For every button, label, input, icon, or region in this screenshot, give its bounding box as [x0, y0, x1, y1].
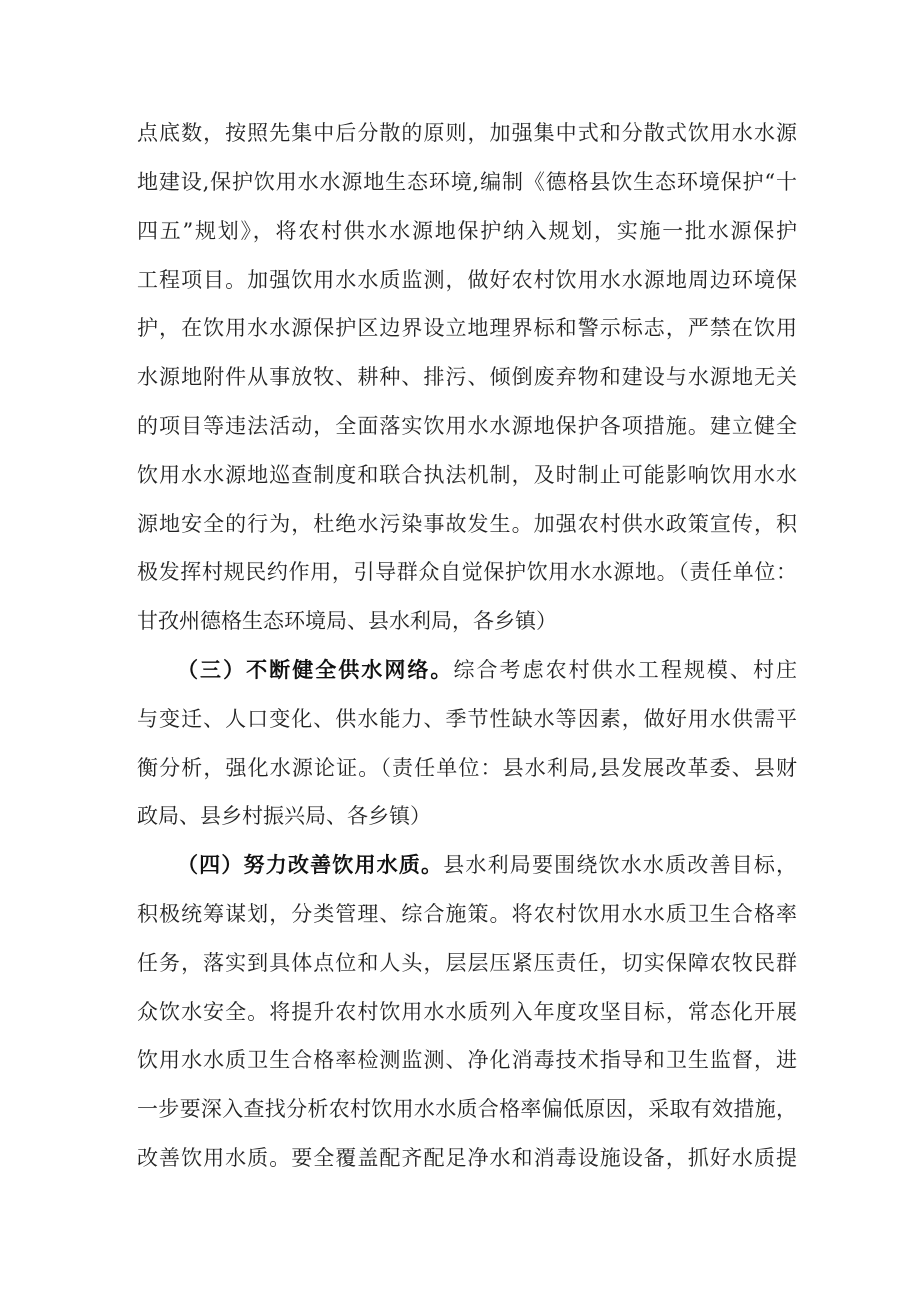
text-line: 任务，落实到具体点位和人头，层层压紧压责任，切实保障农牧民群: [137, 951, 797, 975]
section-heading: （三）不断健全供水网络。: [177, 658, 454, 682]
text-line: 积极统筹谋划，分类管理、综合施策。将农村饮用水水质卫生合格率: [137, 902, 797, 926]
text-line: 极发挥村规民约作用，引导群众自觉保护饮用水水源地。（责任单位：: [137, 560, 797, 584]
text-line: 水源地附件从事放牧、耕种、排污、倾倒废弃物和建设与水源地无关: [137, 365, 797, 389]
text-line: 工程项目。加强饮用水水质监测，做好农村饮用水水源地周边环境保: [137, 268, 797, 292]
text-line: 饮用水水源地巡查制度和联合执法机制，及时制止可能影响饮用水水: [137, 463, 797, 487]
text-line: 源地安全的行为，杜绝水污染事故发生。加强农村供水政策宣传，积: [137, 512, 797, 536]
text-line: 饮用水水质卫生合格率检测监测、净化消毒技术指导和卫生监督，进: [137, 1048, 797, 1072]
text-line: 众饮水安全。将提升农村饮用水水质列入年度攻坚目标，常态化开展: [137, 1000, 797, 1024]
text-line: 与变迁、人口变化、供水能力、季节性缺水等因素，做好用水供需平: [137, 707, 797, 731]
text-line: 政局、县乡村振兴局、各乡镇）: [137, 804, 431, 828]
text-line: 甘孜州德格生态环境局、县水利局，各乡镇）: [137, 609, 557, 633]
text-line: 一步要深入查找分析农村饮用水水质合格率偏低原因，采取有效措施，: [137, 1097, 797, 1121]
text-line-first: [177, 650, 797, 690]
text-line-first: [177, 845, 797, 885]
text-line: 的项目等违法活动，全面落实饮用水水源地保护各项措施。建立健全: [137, 414, 797, 438]
text-line: 护，在饮用水水源保护区边界设立地理界标和警示标志，严禁在饮用: [137, 316, 797, 340]
text-line: 地建设,保护饮用水水源地生态环境,编制《德格县饮生态环境保护“十: [137, 170, 797, 194]
text-run: 综合考虑农村供水工程规模、村庄: [453, 658, 798, 682]
text-run: 县水利局要围绕饮水水质改善目标，: [443, 853, 798, 877]
text-line: 点底数，按照先集中后分散的原则，加强集中式和分散式饮用水水源: [137, 121, 797, 145]
text-line: 改善饮用水质。要全覆盖配齐配足净水和消毒设施设备，抓好水质提: [137, 1146, 797, 1170]
text-line: 四五”规划》，将农村供水水源地保护纳入规划，实施一批水源保护: [137, 219, 797, 243]
section-heading: （四）努力改善饮用水质。: [177, 853, 444, 877]
text-line: 衡分析，强化水源论证。（责任单位：县水利局,县发展改革委、县财: [137, 756, 797, 780]
